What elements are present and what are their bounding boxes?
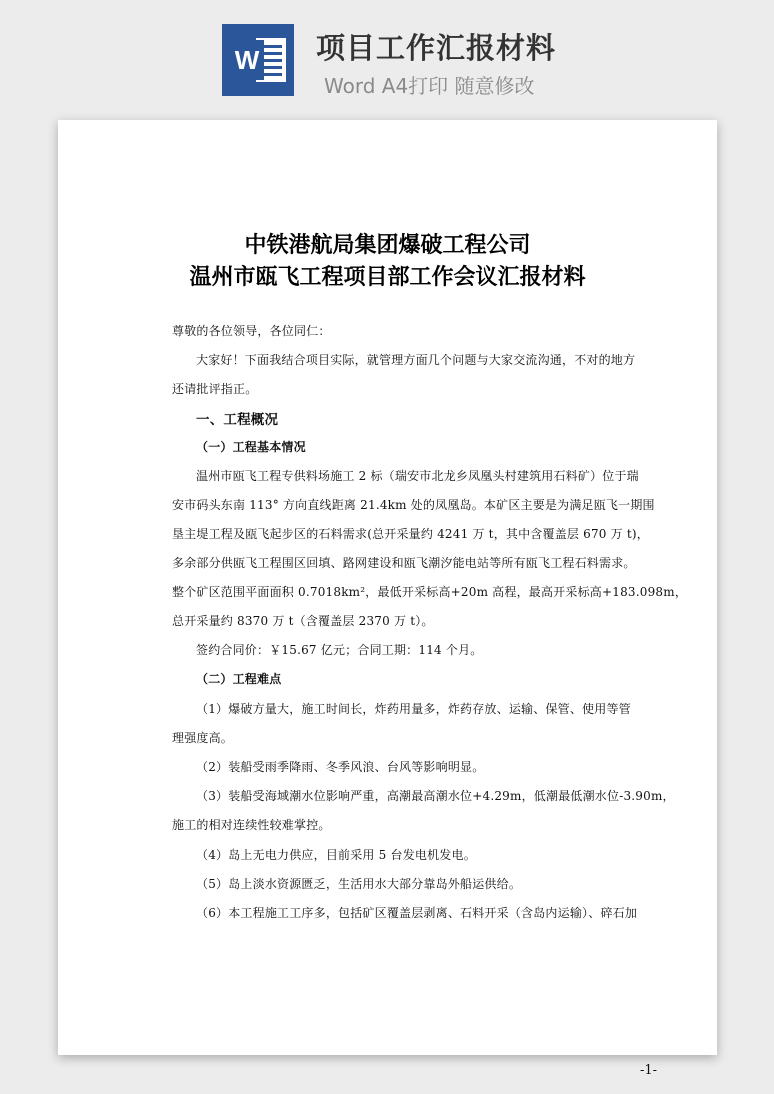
paragraph-line: 还请批评指正。 — [172, 382, 258, 396]
subsection-heading: （一）工程基本情况 — [196, 440, 306, 454]
paragraph-line: （2）装船受雨季降雨、冬季风浪、台风等影响明显。 — [196, 760, 485, 774]
paragraph-line: 垦主堤工程及瓯飞起步区的石料需求(总开采量约 4241 万 t，其中含覆盖层 670 万 t)， — [172, 527, 649, 541]
salutation: 尊敬的各位领导，各位同仁： — [172, 324, 331, 338]
paragraph-line: 签约合同价：￥15.67 亿元；合同工期：114 个月。 — [196, 643, 483, 657]
paragraph-line: 整个矿区范围平面面积 0.7018km²，最低开采标高+20m 高程，最高开采标高+183.098m， — [172, 585, 688, 599]
paragraph-line: 施工的相对连续性较难掌控。 — [172, 818, 331, 832]
svg-text:W: W — [234, 45, 260, 75]
paragraph-line: 多余部分供瓯飞工程围区回填、路网建设和瓯飞潮汐能电站等所有瓯飞工程石料需求。 — [172, 556, 636, 570]
paragraph-line: （5）岛上淡水资源匮乏，生活用水大部分靠岛外船运供给。 — [196, 877, 522, 891]
document-title-line1: 中铁港航局集团爆破工程公司 — [244, 232, 531, 258]
document-page — [58, 120, 717, 1078]
paragraph-line: 理强度高。 — [172, 731, 234, 745]
paragraph-line: （6）本工程施工工序多，包括矿区覆盖层剥离、石料开采（含岛内运输）、碎石加 — [196, 906, 638, 920]
paragraph-line: （3）装船受海域潮水位影响严重，高潮最高潮水位+4.29m，低潮最低潮水位-3.90m， — [196, 789, 675, 803]
paragraph-line: （4）岛上无电力供应，目前采用 5 台发电机发电。 — [196, 848, 476, 862]
word-document-icon — [222, 24, 294, 96]
paragraph-line: 温州市瓯飞工程专供料场施工 2 标（瑞安市北龙乡凤凰头村建筑用石料矿）位于瑞 — [196, 469, 639, 483]
section-heading: 一、工程概况 — [196, 412, 279, 428]
page-number: -1- — [640, 1063, 658, 1078]
banner-subtitle: Word A4打印 随意修改 — [324, 74, 535, 98]
watermark — [100, 481, 123, 504]
paragraph-line: 大家好！下面我结合项目实际，就管理方面几个问题与大家交流沟通，不对的地方 — [196, 353, 636, 367]
banner — [0, 0, 774, 112]
document-title-line2: 温州市瓯飞工程项目部工作会议汇报材料 — [189, 264, 586, 290]
paragraph-line: 总开采量约 8370 万 t（含覆盖层 2370 万 t）。 — [172, 614, 434, 628]
banner-title: 项目工作汇报材料 — [316, 31, 557, 65]
subsection-heading: （二）工程难点 — [196, 672, 282, 686]
paragraph-line: 安市码头东南 113° 方向直线距离 21.4km 处的凤凰岛。本矿区主要是为满足瓯飞一期围 — [172, 498, 655, 512]
paragraph-line: （1）爆破方量大，施工时间长，炸药用量多，炸药存放、运输、保管、使用等管 — [196, 702, 631, 716]
